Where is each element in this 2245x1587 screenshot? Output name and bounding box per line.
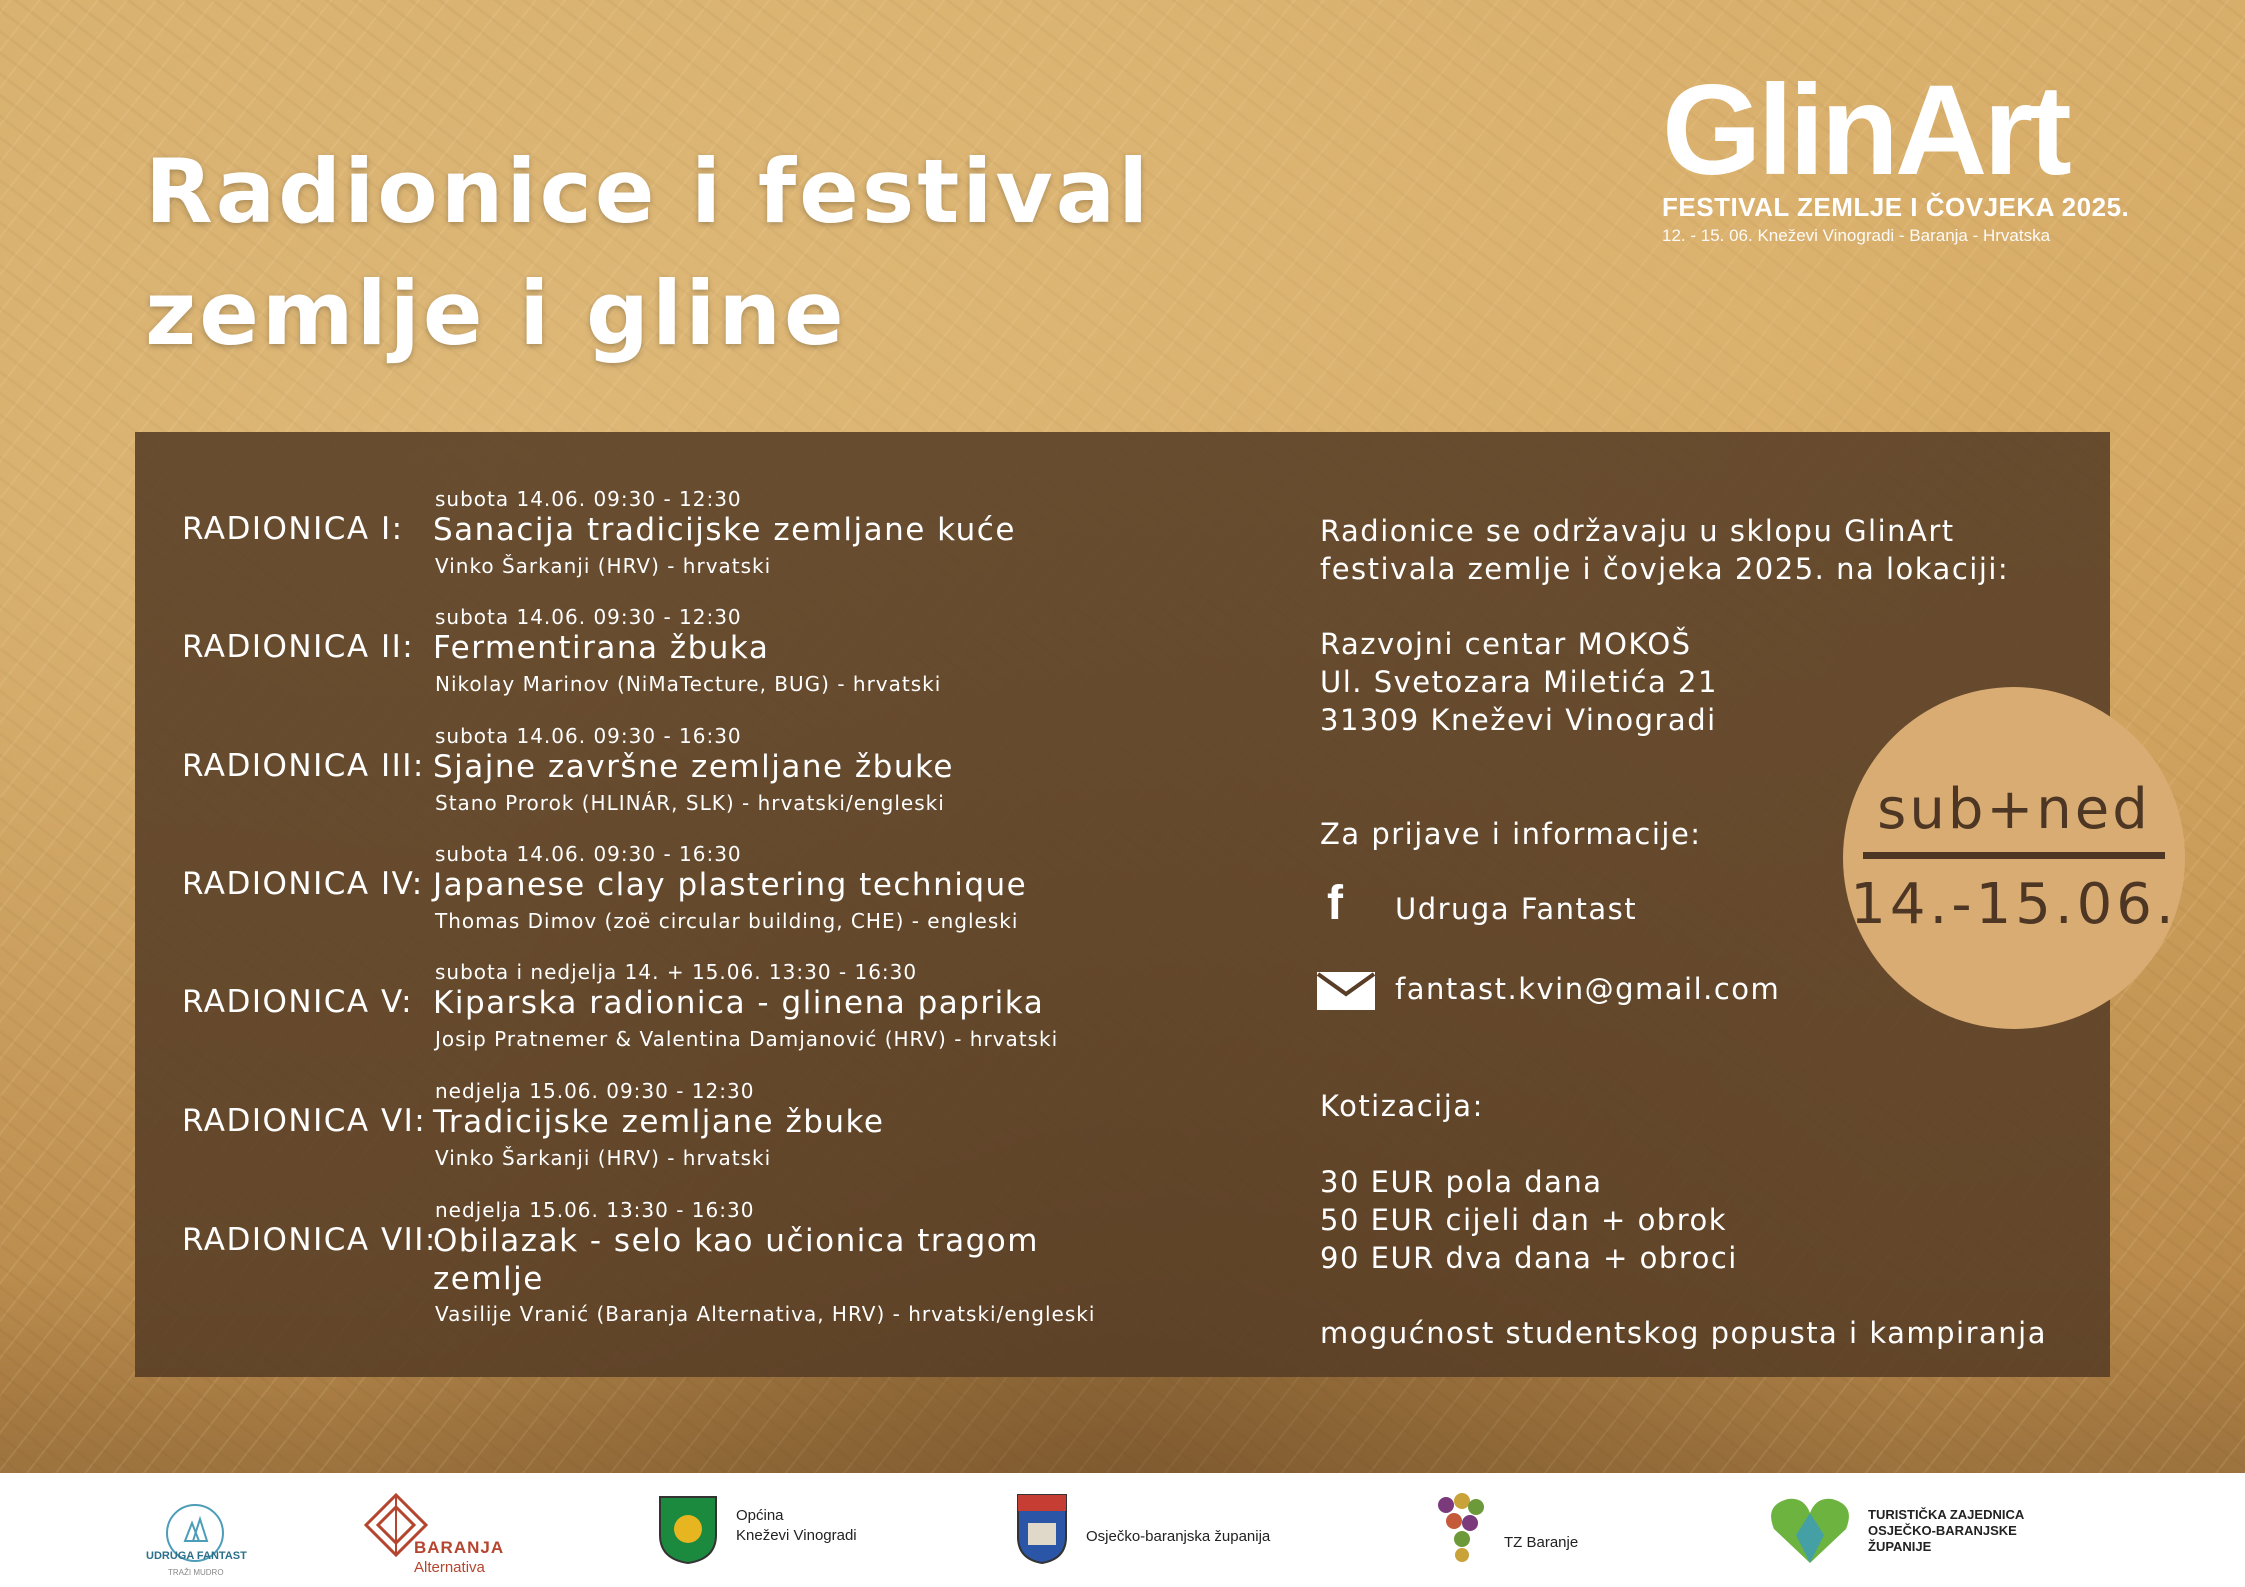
- workshop-time: subota 14.06. 09:30 - 12:30: [435, 487, 742, 511]
- fee-half-day: 30 EUR pola dana: [1320, 1165, 1603, 1199]
- workshop-title: Sjajne završne zemljane žbuke: [433, 749, 954, 785]
- title-line-2: zemlje i gline: [145, 262, 847, 365]
- workshop-title: Japanese clay plastering technique: [433, 867, 1028, 903]
- workshop-label: RADIONICA VII:: [182, 1222, 437, 1258]
- sponsor-bar: [0, 1473, 2245, 1587]
- logo-dates-location: 12. - 15. 06. Kneževi Vinogradi - Baranja - Hrvatska: [1662, 226, 2051, 245]
- sponsor-opcina-knezevi-vinogradi: [658, 1473, 908, 1587]
- opcina-coat-of-arms-icon: [658, 1495, 718, 1565]
- workshop-time: subota i nedjelja 14. + 15.06. 13:30 - 16:30: [435, 960, 918, 984]
- workshop-label: RADIONICA V:: [182, 984, 414, 1020]
- facebook-icon: f: [1327, 877, 1343, 930]
- date-badge-divider: [1863, 852, 2165, 859]
- fantast-name: UDRUGA FANTAST: [146, 1550, 247, 1562]
- fee-full-day: 50 EUR cijeli dan + obrok: [1320, 1203, 1728, 1237]
- fantast-tagline: TRAŽI MUDRO: [168, 1568, 224, 1577]
- sponsor-baranja-alternativa: [364, 1473, 514, 1587]
- date-badge-dates: 14.-15.06.: [1850, 872, 2178, 937]
- workshop-label: RADIONICA I:: [182, 511, 404, 547]
- intro-line-2: festivala zemlje i čovjeka 2025. na lokaciji:: [1320, 552, 2010, 586]
- date-badge-days: sub+ned: [1877, 777, 2151, 842]
- intro-line-1: Radionice se održavaju u sklopu GlinArt: [1320, 514, 1955, 548]
- tz-obz-line-1: TURISTIČKA ZAJEDNICA: [1868, 1507, 2025, 1522]
- workshop-title: Sanacija tradicijske zemljane kuće: [433, 512, 1016, 548]
- venue-city: 31309 Kneževi Vinogradi: [1320, 703, 1717, 737]
- mail-icon: [1317, 972, 1375, 1010]
- glinart-logo: [1662, 59, 2130, 246]
- sponsor-tz-baranje: [1432, 1473, 1602, 1587]
- workshop-title: Obilazak - selo kao učionica tragom zemlje: [433, 1223, 1039, 1297]
- workshop-host: Thomas Dimov (zoë circular building, CHE) - engleski: [435, 909, 1019, 933]
- info-panel: [135, 432, 2110, 1377]
- email-link[interactable]: fantast.kvin@gmail.com: [1395, 972, 1781, 1006]
- workshop-title: Fermentirana žbuka: [433, 630, 770, 666]
- workshop-time: nedjelja 15.06. 09:30 - 12:30: [435, 1079, 755, 1103]
- workshop-label: RADIONICA III:: [182, 748, 425, 784]
- heart-logo-icon: [1768, 1495, 1852, 1565]
- date-badge: [1843, 687, 2185, 1029]
- logo-wordmark: GlinArt: [1662, 59, 2068, 202]
- workshop-host: Stano Prorok (HLINÁR, SLK) - hrvatski/engleski: [435, 791, 945, 815]
- workshop-label: RADIONICA II:: [182, 629, 415, 665]
- fee-two-days: 90 EUR dva dana + obroci: [1320, 1241, 1738, 1275]
- sponsor-udruga-fantast: [146, 1473, 247, 1587]
- contact-heading: Za prijave i informacije:: [1320, 817, 1702, 851]
- title-line-1: Radionice i festival: [145, 140, 1152, 243]
- workshop-host: Vinko Šarkanji (HRV) - hrvatski: [435, 554, 772, 578]
- zupanija-coat-of-arms-icon: [1016, 1493, 1068, 1565]
- baranja-name: BARANJA: [414, 1538, 505, 1557]
- zupanija-name: Osječko-baranjska županija: [1086, 1528, 1271, 1545]
- workshop-label: RADIONICA IV:: [182, 866, 424, 902]
- sponsor-tz-osjecko-baranjske: [1768, 1473, 2058, 1587]
- workshop-time: subota 14.06. 09:30 - 16:30: [435, 842, 742, 866]
- baranja-sub: Alternativa: [414, 1559, 485, 1576]
- workshop-host: Vinko Šarkanji (HRV) - hrvatski: [435, 1146, 772, 1170]
- workshop-title: Tradicijske zemljane žbuke: [433, 1104, 885, 1140]
- opcina-line-2: Kneževi Vinogradi: [736, 1527, 857, 1544]
- facebook-link[interactable]: Udruga Fantast: [1395, 892, 1638, 926]
- venue-street: Ul. Svetozara Miletića 21: [1320, 665, 1718, 699]
- sponsor-osjecko-baranjska-zupanija: [1016, 1473, 1336, 1587]
- tz-obz-line-3: ŽUPANIJE: [1868, 1539, 1932, 1554]
- workshop-time: subota 14.06. 09:30 - 16:30: [435, 724, 742, 748]
- discount-note: mogućnost studentskog popusta i kampiranja: [1320, 1316, 2047, 1350]
- workshop-host: Nikolay Marinov (NiMaTecture, BUG) - hrvatski: [435, 672, 942, 696]
- workshop-time: nedjelja 15.06. 13:30 - 16:30: [435, 1198, 755, 1222]
- workshop-host: Josip Pratnemer & Valentina Damjanović (HRV) - hrvatski: [435, 1027, 1059, 1051]
- tz-obz-line-2: OSJEČKO-BARANJSKE: [1868, 1523, 2017, 1538]
- tz-baranje-name: TZ Baranje: [1504, 1534, 1579, 1551]
- logo-subtitle: FESTIVAL ZEMLJE I ČOVJEKA 2025.: [1662, 192, 2130, 222]
- workshop-label: RADIONICA VI:: [182, 1103, 427, 1139]
- opcina-line-1: Općina: [736, 1507, 784, 1524]
- workshop-time: subota 14.06. 09:30 - 12:30: [435, 605, 742, 629]
- venue-name: Razvojni centar MOKOŠ: [1320, 627, 1692, 661]
- workshop-host: Vasilije Vranić (Baranja Alternativa, HRV) - hrvatski/engleski: [435, 1302, 1096, 1326]
- tz-baranje-grapes-icon: [1432, 1489, 1490, 1569]
- workshop-title: Kiparska radionica - glinena paprika: [433, 985, 1045, 1021]
- fee-heading: Kotizacija:: [1320, 1089, 1484, 1123]
